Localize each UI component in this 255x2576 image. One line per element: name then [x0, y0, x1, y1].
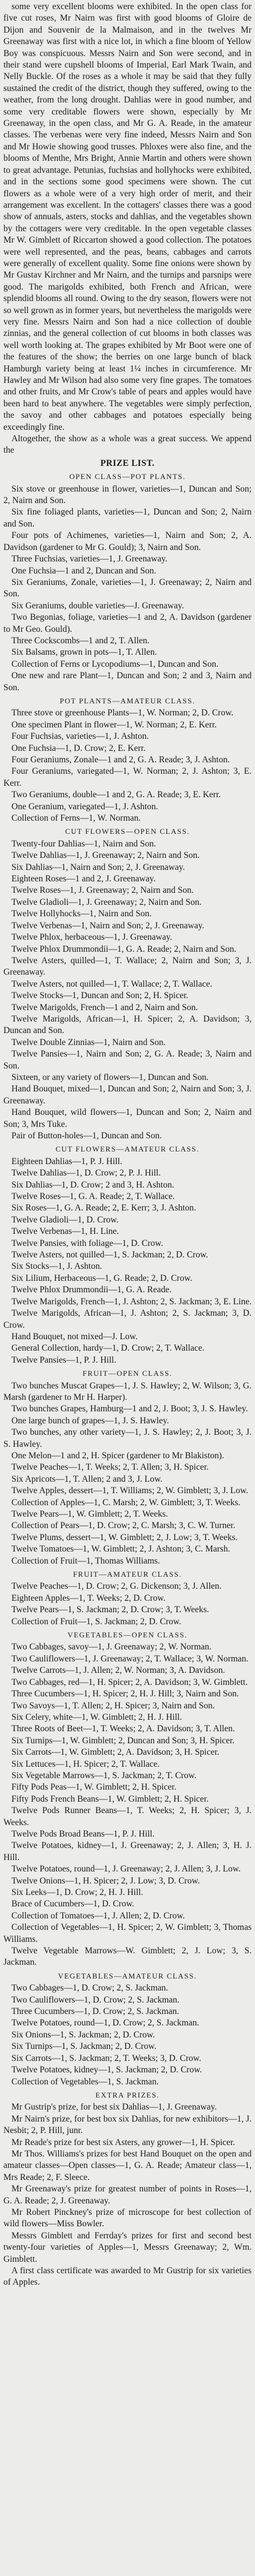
article-paragraph: Twelve Pods Broad Beans—1, P. J. Hill.	[11, 1829, 155, 1839]
article-paragraph: Twelve Asters, not quilled—1, S. Jackman; 2, D. Crow.	[11, 1250, 209, 1260]
article-paragraph: Three Cucumbers—1, D. Crow; 2, S. Jackman.	[11, 2007, 180, 2017]
article-paragraph: Six Vegetable Marrows—1, S. Jackman; 2, T. Crow.	[11, 1770, 197, 1780]
article-paragraph: Mr Gustrip's prize, for best six Dahlias—1, J. Greenaway.	[11, 2102, 217, 2112]
article-paragraph: Two Begonias, foliage, varieties—1 and 2, A. Davidson (gardener to Mr Geo. Gould).	[3, 612, 252, 634]
article-paragraph: Twelve Phlox Drummondii—1, G. A. Reade; 2, Nairn and Son.	[11, 944, 237, 954]
article-paragraph: Mr Robert Pinckney's prize of microscope for best collection of wild flowers—Miss Bowler.	[3, 2207, 252, 2229]
class-subheading: EXTRA PRIZES.	[95, 2090, 160, 2099]
article-paragraph: Four Geraniums, Zonale—1 and 2, G. A. Reade; 3, J. Ashton.	[11, 755, 230, 765]
article-paragraph: Mr Reade's prize for best six Asters, any grower—1, H. Spicer.	[11, 2137, 236, 2147]
article-paragraph: Twelve Pods Runner Beans—1, T. Weeks; 2, H. Spicer; 3, J. Weeks.	[3, 1806, 252, 1827]
article-paragraph: Hand Bouquet, wild flowers—1, Duncan and Son; 2, Nairn and Son; 3, Mrs Tuke.	[3, 1107, 252, 1129]
article-paragraph: Six Apricots—1, T. Allen; 2 and 3, J. Low.	[11, 1474, 163, 1484]
article-paragraph: Eighteen Apples—1, T. Weeks; 2, D. Crow.	[11, 1593, 166, 1603]
article-paragraph: Twelve Potatoes, kidney—1, J. Greenaway; 2, J. Allen; 3, H. J. Hill.	[3, 1841, 252, 1862]
article-paragraph: Three Roots of Beet—1, T. Weeks; 2, A. Davidson; 3, T. Allen.	[11, 1724, 235, 1734]
article-paragraph: Two bunches, any other variety—1, J. S. Hawley; 2, J. Boot; 3, J. S. Hawley.	[3, 1427, 252, 1449]
article-paragraph: One Geranium, variegated—1, J. Ashton.	[11, 801, 158, 812]
section-heading: PRIZE LIST.	[100, 458, 155, 468]
article-paragraph: Six Stocks—1, J. Ashton.	[11, 1261, 102, 1272]
article-paragraph: Collection of Tomatoes—1, J. Allen; 2, D. Crow.	[11, 1910, 185, 1921]
article-paragraph: Six Carrots—1, W. Gimblett; 2, A. Davidson; 3, H. Spicer.	[11, 1747, 220, 1758]
article-paragraph: Twelve Marigolds, French—1 and 2, Nairn and Son.	[11, 1002, 198, 1012]
article-paragraph: Six Roses—1, G. A. Reade; 2, E. Kerr; 3, J. Ashton.	[11, 1203, 196, 1213]
article-paragraph: Three Cucumbers—1, H. Spicer; 2, H. J. Hill; 3, Nairn and Son.	[11, 1689, 239, 1699]
article-paragraph: Six Balsams, grown in pots—1, T. Allen.	[11, 647, 157, 658]
article-paragraph: Twelve Pansies—1, P. J. Hill.	[11, 1355, 117, 1365]
article-paragraph: Collection of Apples—1, C. Marsh; 2, W. Gimblett; 3, T. Weeks.	[11, 1497, 241, 1507]
article-paragraph: Twelve Phlox Drummondii—1, G. A. Reade.	[11, 1285, 172, 1295]
article-paragraph: Collection of Ferns or Lycopodiums—1, Duncan and Son.	[11, 659, 219, 669]
article-paragraph: Altogether, the show as a whole was a great success. We append the	[3, 434, 252, 456]
article-paragraph: Twelve Double Zinnias—1, Nairn and Son.	[11, 1037, 166, 1047]
article-paragraph: Twelve Asters, quilled—1, T. Wallace; 2, Nairn and Son; 3, J. Greenaway.	[3, 955, 252, 978]
article-paragraph: Twelve Roses—1, G. A. Reade; 2, T. Wallace.	[11, 1192, 175, 1202]
article-paragraph: Twelve Stocks—1, Duncan and Son; 2, H. Spicer.	[11, 991, 189, 1001]
article-paragraph: Two Cabbages—1, D. Crow; 2, S. Jackman.	[11, 1983, 169, 1993]
article-paragraph: Twenty-four Dahlias—1, Nairn and Son.	[11, 838, 156, 849]
article-paragraph: Six Turnips—1, W. Gimblett; 2, Duncan and Son; 3, H. Spicer.	[11, 1735, 235, 1746]
article-paragraph: Twelve Pears—1, S. Jackman; 2, D. Crow; 3, T. Weeks.	[11, 1605, 209, 1615]
article-paragraph: Six Carrots—1, S. Jackman; 2, T. Weeks; 3, D. Crow.	[11, 2053, 201, 2063]
article-paragraph: Twelve Potatoes, round—1, J. Greenaway; 2, J. Allen; 3, J. Low.	[11, 1864, 241, 1874]
article-paragraph: Mr Thos. Williams's prizes for best Hand Bouquet on the open and amateur classes—Open classes—1, G. A. Reade; Amateur class—1, Mrs Reade; 2, F. Sleece.	[3, 2148, 252, 2182]
article-paragraph: Twelve Gladioli—1, J. Greenaway; 2, Nairn and Son.	[11, 897, 202, 907]
class-subheading: OPEN CLASS—POT PLANTS.	[69, 472, 186, 481]
article-paragraph: One specimen Plant in flower—1, W. Norman; 2, E. Kerr.	[11, 719, 217, 730]
article-paragraph: Hand Bouquet, not mixed—J. Low.	[11, 1331, 138, 1342]
article-paragraph: Twelve Dahlias—1, D. Crow; 2, P. J. Hill.	[11, 1168, 161, 1178]
article-paragraph: Two Cabbages, savoy—1, J. Greenaway; 2, W. Norman.	[11, 1642, 212, 1652]
article-paragraph: Twelve Onions—1, H. Spicer; 2, J. Low; 3, D. Crow.	[11, 1875, 200, 1886]
article-paragraph: Twelve Dahlias—1, J. Greenaway; 2, Nairn and Son.	[11, 850, 200, 861]
article-paragraph: One Fuchsia—1 and 2, Duncan and Son.	[11, 565, 157, 576]
article-paragraph: Two bunches Muscat Grapes—1, J. S. Hawley; 2, W. Wilson; 3, G. Marsh (gardener to Mr H. Harper).	[3, 1380, 252, 1402]
article-paragraph: Twelve Marigolds, African—1, J. Ashton; 2, S. Jackman; 3, D. Crow.	[3, 1308, 252, 1330]
article-paragraph: Twelve Verbenas—1, Nairn and Son; 2, J. Greenaway.	[11, 920, 205, 931]
article-paragraph: Four pots of Achimenes, varieties—1, Nairn and Son; 2, A. Davidson (gardener to Mr G. Gould); 3, Nairn and Son.	[3, 531, 252, 552]
article-paragraph: Twelve Peaches—1, T. Weeks; 2, T. Allen; 3, H. Spicer.	[11, 1462, 209, 1473]
article-paragraph: Six stove or greenhouse in flower, varieties—1, Duncan and Son; 2, Nairn and Son.	[3, 484, 252, 506]
article-paragraph: Twelve Carrots—1, J. Allen; 2, W. Norman; 3, A. Davidson.	[11, 1665, 225, 1676]
class-subheading: CUT FLOWERS—AMATEUR CLASS.	[55, 1145, 200, 1154]
article-paragraph: Six Celery, white—1, W. Gimblett; 2, H. J. Hill.	[11, 1712, 182, 1722]
article-paragraph: Six fine foliaged plants, varieties—1, Duncan and Son; 2, Nairn and Son.	[3, 507, 252, 529]
article-paragraph: Brace of Cucumbers—1, D. Crow.	[11, 1899, 134, 1909]
article-paragraph: Sixteen, or any variety of flowers—1, Duncan and Son.	[11, 1072, 209, 1082]
article-paragraph: Twelve Pansies—1, Nairn and Son; 2, G. A. Reade; 3, Nairn and Son.	[3, 1049, 252, 1071]
article-paragraph: Three stove or greenhouse Plants—1, W. Norman; 2, D. Crow.	[11, 708, 234, 718]
article-paragraph: Two Cauliflowers—1, D. Crow; 2, S. Jackman.	[11, 1995, 180, 2005]
class-subheading: VEGETABLES—OPEN CLASS.	[67, 1631, 188, 1640]
article-paragraph: Eighteen Dahlias—1, P. J. Hill.	[11, 1156, 122, 1166]
article-paragraph: Twelve Pansies, with foliage—1, D. Crow.	[11, 1238, 164, 1248]
article-paragraph: Twelve Roses—1, J. Greenaway; 2, Nairn and Son.	[11, 885, 194, 896]
article-paragraph: One Fuchsia—1, D. Crow; 2, E. Kerr.	[11, 743, 146, 753]
class-subheading: FRUIT—OPEN CLASS.	[82, 1369, 173, 1378]
article-paragraph: Twelve Apples, dessert—1, T. Williams; 2, W. Gimblett; 3, J. Low.	[11, 1486, 249, 1496]
article-paragraph: Six Dahlias—1, Nairn and Son; 2, J. Greenaway.	[11, 862, 185, 872]
article-paragraph: Six Dahlias—1, D. Crow; 2 and 3, H. Ashton.	[11, 1180, 174, 1190]
article-paragraph: Collection of Ferns—1, W. Norman.	[11, 813, 141, 824]
article-paragraph: Six Geraniums, double varieties—J. Greenaway.	[11, 600, 184, 611]
article-paragraph: Twelve Marigolds, French—1, J. Ashton; 2, S. Jackman; 3, E. Line.	[11, 1296, 252, 1307]
article-paragraph: Eighteen Roses—1 and 2, J. Greenaway.	[11, 874, 156, 884]
article-paragraph: Collection of Pears—1, D. Crow; 2, C. Marsh; 3, C. W. Turner.	[11, 1521, 236, 1531]
article-paragraph: Twelve Verbenas—1, H. Line.	[11, 1226, 119, 1237]
article-paragraph: Twelve Potatoes, kidney—1, S. Jackman; 2, D. Crow.	[11, 2065, 202, 2075]
article-paragraph: One large bunch of grapes—1, J. S. Hawley.	[11, 1415, 169, 1426]
article-paragraph: Twelve Phlox, herbaceous—1, J. Greenaway.	[11, 932, 173, 943]
article-paragraph: Twelve Asters, not quilled—1, T. Wallace; 2, T. Wallace.	[11, 979, 213, 989]
article-paragraph: Three Fuchsias, varieties—1, J. Greenaway.	[11, 554, 168, 564]
article-paragraph: Six Geraniums, Zonale, varieties—1, J. Greenaway; 2, Nairn and Son.	[3, 577, 252, 599]
article-paragraph: Twelve Marigolds, African—1, H. Spicer; 2, A. Davidson; 3, Duncan and Son.	[3, 1014, 252, 1036]
article-paragraph: Mr Nairn's prize, for best box six Dahlias, for new exhibitors—1, J. Nesbit; 2, P. Hill, junr.	[3, 2114, 252, 2136]
article-paragraph: Twelve Potatoes, round—1, D. Crow; 2, S. Jackman.	[11, 2018, 200, 2028]
article-paragraph: Fifty Pods French Beans—1, W. Gimblett; 2, H. Spicer.	[11, 1794, 209, 1804]
article-paragraph: Collection of Fruit—1, S. Jackman; 2, D. Crow.	[11, 1616, 181, 1627]
article-paragraph: Twelve Peaches—1, D. Crow; 2, G. Dickenson; 3, J. Allen.	[11, 1581, 222, 1592]
article-paragraph: Twelve Hollyhocks—1, Nairn and Son.	[11, 909, 152, 919]
class-subheading: CUT FLOWERS—OPEN CLASS.	[65, 827, 190, 836]
article-paragraph: Six Turnips—1, S. Jackman; 2, D. Crow.	[11, 2041, 157, 2052]
article-paragraph: Mr Greenaway's prize for greatest number of points in Roses—1, G. A. Reade; 2, J. Greenaway.	[3, 2184, 252, 2206]
article-paragraph: Collection of Fruit—1, Thomas Williams.	[11, 1556, 160, 1566]
article-paragraph: Twelve Plums, dessert—1, W. Gimblett; 2, J. Low; 3, T. Weeks.	[11, 1532, 238, 1542]
article-paragraph: General Collection, hardy—1, D. Crow; 2, T. Wallace.	[11, 1343, 205, 1354]
article-paragraph: Three Cockscombs—1 and 2, T. Allen.	[11, 635, 150, 646]
article-paragraph: Twelve Vegetable Marrows—W. Gimblett; 2, J. Low; 3, S. Jackman.	[3, 1946, 252, 1968]
article-paragraph: Twelve Pears—1, W. Gimblett; 2, T. Weeks.	[11, 1509, 168, 1519]
class-subheading: POT PLANTS—AMATEUR CLASS.	[59, 696, 196, 705]
article-paragraph: Collection of Vegetables—1, H. Spicer; 2, W. Gimblett; 3, Thomas Williams.	[3, 1922, 252, 1944]
article-paragraph: Collection of Vegetables—1, S. Jackman.	[11, 2076, 159, 2087]
article-paragraph: Six Lettuces—1, H. Spicer; 2, T. Wallace.	[11, 1759, 160, 1769]
article-paragraph: Twelve Gladioli—1, D. Crow.	[11, 1214, 119, 1225]
article-paragraph: Messrs Gimblett and Ferrday's prizes for first and second best twenty-four varieties of Apples—1, Messrs Greenaway; 2, Wm. Gimblett.	[3, 2230, 252, 2264]
article-paragraph: Fifty Pods Peas—1, W. Gimblett; 2, H. Spicer.	[11, 1782, 177, 1792]
article-paragraph: Four Geraniums, variegated—1, W. Norman; 2, J. Ashton; 3, E. Kerr.	[3, 766, 252, 788]
article-paragraph: some very excellent blooms were exhibited. In the open class for five cut roses, Mr Nairn was first with good blooms of Gloire de Dijon and Souvenir de la Malmaison, and in the twelves Mr Greenaway was first with a nice lot, in which a fine bloom of Yellow Boy was conspicuous. Messrs Nairn and Son were second, and in their stand were cupshell blooms of Imperial, Earl Mark Twain, and Nelly Buckle. Of the roses as a whole it may be said that they fully sustained the credit of the district, though they suffered, owing to the weather, from the long drought. Dahlias were in good number, and some very creditable flowers were shown, especially by Mr Greenaway, in the open class, and Mr G. A. Reade, in the amateur classes. The verbenas were very fine indeed, Messrs Nairn and Son and Mr Howie showing good trusses. Phloxes were also fine, and the blooms of Menthe, Mrs Bright, Annie Martin and others were shown to great advantage. Petunias, fuchsias and hollyhocks were exhibited, and in the sections some good specimens were shown. The cut flowers as a whole were of a very high order of merit, and their arrangement was excellent. In the cottagers' classes there was a good show of annuals, asters, stocks and dahlias, and the vegetables shown by the cottagers were very creditable. In the open vegetable classes Mr W. Gimblett of Riccarton showed a good collection. The potatoes were well represented, and the peas, beans, cabbages and carrots were generally of excellent quality. Some fine onions were shown by Mr Gustav Kirchner and Mr Nairn, and the turnips and parsnips were good. The marigolds exhibited, both French and African, were splendid blooms all round. Owing to the dry season, flowers were not so well grown as in former years, but nevertheless the marigolds were very fine. Messrs Nairn and Son had a nice collection of double zinnias, and the general collection of cut blooms in both classes was well worth looking at. The grapes exhibited by Mr Boot were one of the features of the show; the berries on one large bunch of black Hamburgh variety being at least 1¼ inches in circumference. Mr Hawley and Mr Wilson had also some very fine grapes. The tomatoes and other fruits, and Mr Crow's table of pears and apples would have been hard to beat anywhere. The vegetables were simply perfection, the savoy and other cabbages and potatoes especially being exceedingly fine.	[3, 2, 252, 432]
class-subheading: VEGETABLES—AMATEUR CLASS.	[58, 1971, 197, 1980]
article-paragraph: Two Cauliflowers—1, J. Greenaway; 2, T. Wallace; 3, W. Norman.	[11, 1653, 249, 1664]
article-paragraph: One Melon—1 and 2, H. Spicer (gardener to Mr Blakiston).	[11, 1450, 224, 1461]
article-paragraph: Four Fuchsias, varieties—1, J. Ashton.	[11, 731, 149, 742]
article-paragraph: Six Lilium, Herbaceous—1, G. Reade; 2, D. Crow.	[11, 1273, 193, 1283]
article-paragraph: Two bunches Grapes, Hamburg—1 and 2, J. Boot; 3, J. S. Hawley.	[11, 1404, 248, 1414]
article-paragraph: A first class certificate was awarded to Mr Gustrip for six varieties of Apples.	[3, 2266, 252, 2288]
article-paragraph: Six Leeks—1, D. Crow; 2, H. J. Hill.	[11, 1888, 144, 1897]
article-paragraph: Six Onions—1, S. Jackman; 2, D. Crow.	[11, 2029, 155, 2040]
article-paragraph: Two Savoys—1, T. Allen; 2, H. Spicer; 3, Nairn and Son.	[11, 1700, 215, 1711]
article-paragraph: Two Geraniums, double—1 and 2, G. A. Reade; 3, E. Kerr.	[11, 790, 221, 800]
article-paragraph: Two Cabbages, red—1, H. Spicer; 2, A. Davidson; 3, W. Gimblett.	[11, 1677, 248, 1687]
article-paragraph: One new and rare Plant—1, Duncan and Son; 2 and 3, Nairn and Son.	[3, 671, 252, 693]
article-paragraph: Pair of Button-holes—1, Duncan and Son.	[11, 1131, 162, 1141]
article-paragraph: Twelve Tomatoes—1, W. Gimblett; 2, J. Ashton; 3, C. Marsh.	[11, 1544, 230, 1554]
article-paragraph: Hand Bouquet, mixed—1, Duncan and Son; 2, Nairn and Son; 3, J. Greenaway.	[3, 1084, 252, 1106]
class-subheading: FRUIT—AMATEUR CLASS.	[73, 1570, 182, 1579]
